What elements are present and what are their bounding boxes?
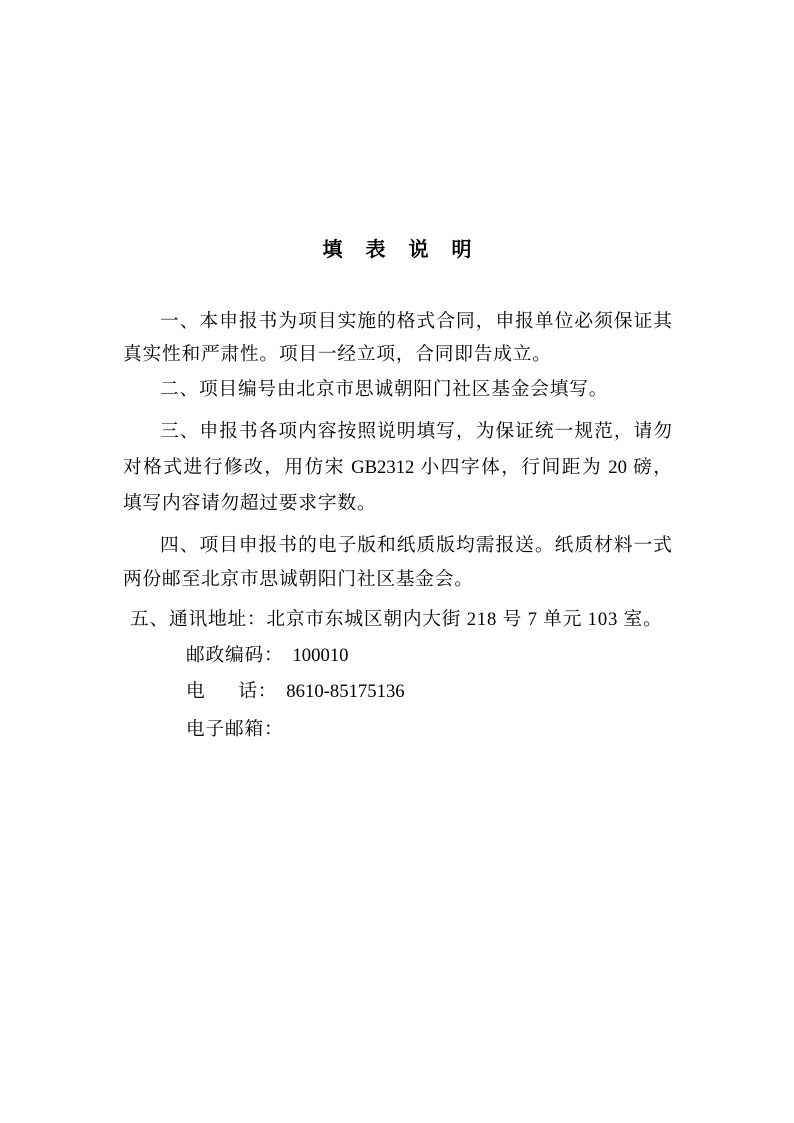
postal-code-row — [186, 643, 349, 669]
paragraph-1-line-2: 真实性和严肃性。项目一经立项，合同即告成立。 — [123, 344, 552, 365]
paragraph-4-line-1: 四、项目申报书的电子版和纸质版均需报送。纸质材料一式 — [160, 535, 672, 556]
phone-label: 电 话： — [186, 681, 278, 702]
phone-value: 8610-85175136 — [286, 681, 405, 702]
postal-code-label: 邮政编码： — [186, 645, 284, 666]
mailing-address: 五、通讯地址：北京市东城区朝内大街 218 号 7 单元 103 室。 — [130, 609, 663, 630]
email-row — [186, 717, 283, 743]
email-label: 电子邮箱： — [186, 719, 284, 740]
paragraph-3-line-2: 对格式进行修改，用仿宋 GB2312 小四字体，行间距为 20 磅， — [123, 457, 672, 478]
paragraph-3-line-3: 填写内容请勿超过要求字数。 — [123, 493, 377, 514]
postal-code-value: 100010 — [292, 645, 349, 666]
paragraph-3-line-1: 三、申报书各项内容按照说明填写，为保证统一规范，请勿 — [160, 421, 672, 442]
phone-row — [186, 679, 405, 705]
paragraph-1-line-1: 一、本申报书为项目实施的格式合同，申报单位必须保证其 — [160, 311, 672, 332]
paragraph-2-line-1: 二、项目编号由北京市思诚朝阳门社区基金会填写。 — [160, 379, 609, 400]
paragraph-4-line-2: 两份邮至北京市思诚朝阳门社区基金会。 — [123, 569, 474, 590]
page-title: 填 表 说 明 — [322, 239, 476, 261]
